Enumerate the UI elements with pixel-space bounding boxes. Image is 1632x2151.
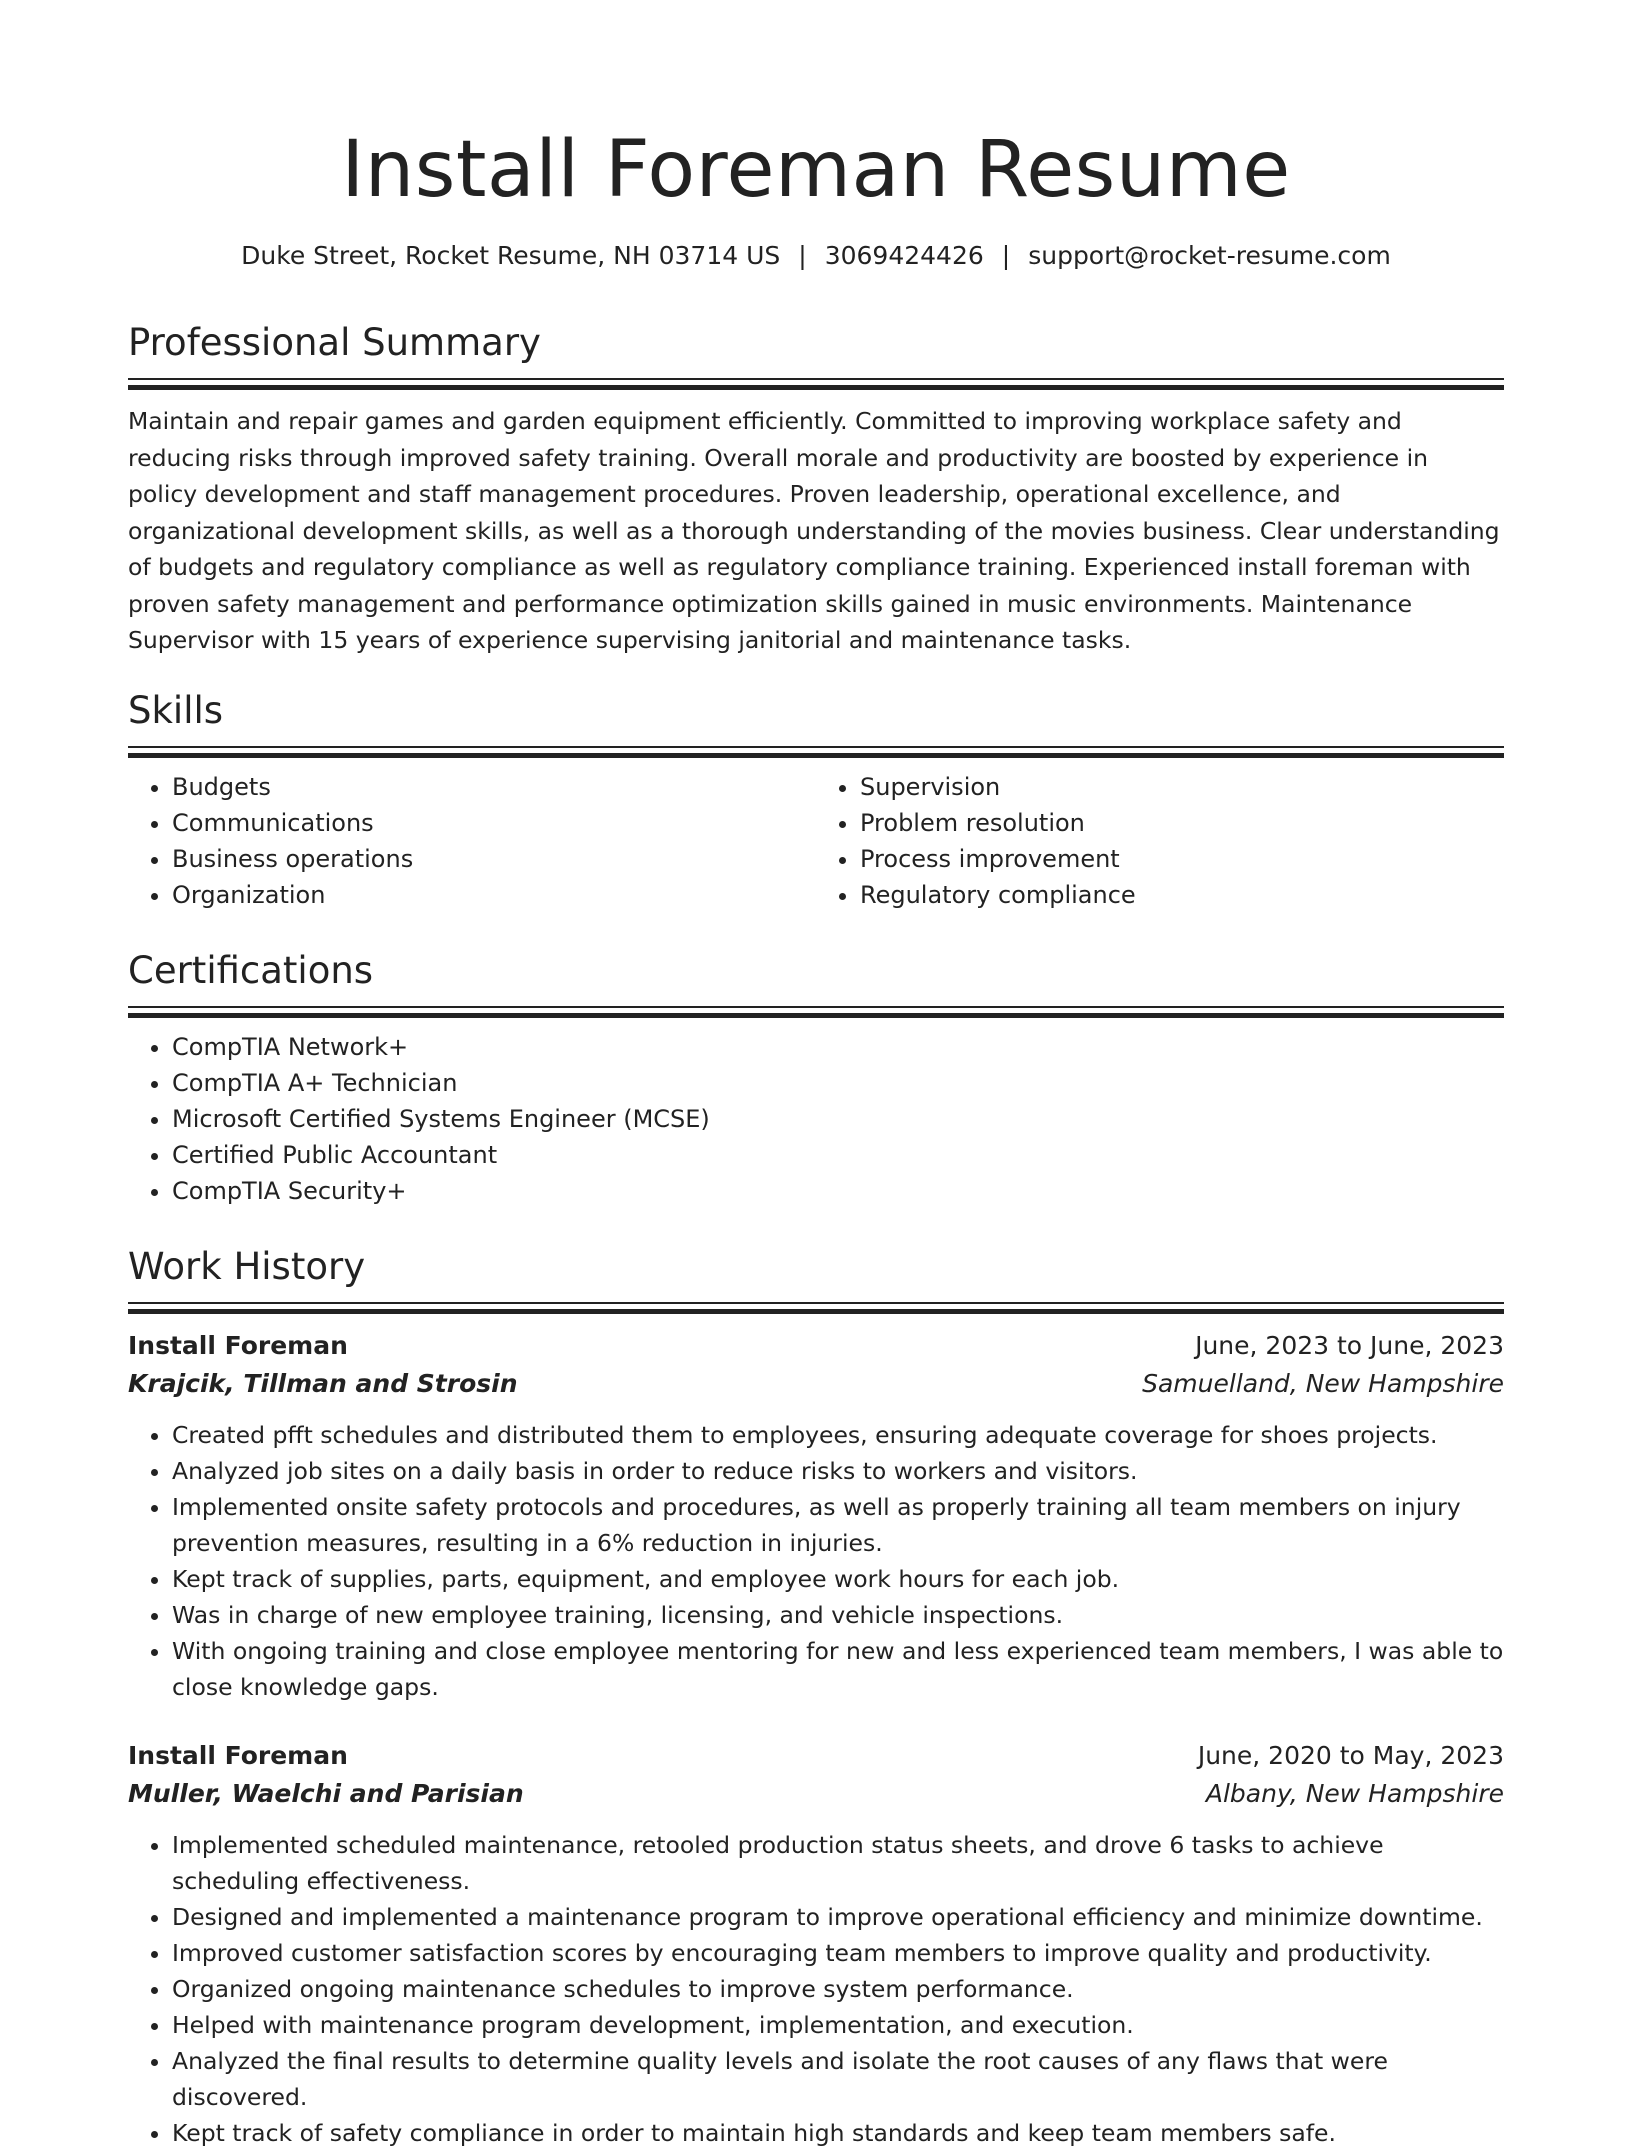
certification-item: • CompTIA A+ Technician: [172, 1065, 1504, 1101]
contact-email: support@rocket-resume.com: [1028, 241, 1391, 270]
job-header-row: [128, 1327, 1504, 1365]
job-bullet: • Designed and implemented a maintenance program to improve operational efficiency and minimize downtime.: [172, 1899, 1504, 1935]
contact-separator: |: [1001, 241, 1011, 270]
skills-left-list: [128, 769, 816, 913]
skill-item: • Budgets: [172, 769, 816, 805]
skills-right-list: [816, 769, 1504, 913]
job-bullet: • Implemented scheduled maintenance, retooled production status sheets, and drove 6 tasks to achieve scheduling effectiveness.: [172, 1827, 1504, 1899]
skill-item: • Communications: [172, 805, 816, 841]
job-bullets: [128, 1827, 1504, 2151]
job-header-row: [128, 1737, 1504, 1775]
contact-phone: 3069424426: [824, 241, 984, 270]
summary-text: Maintain and repair games and garden equipment efficiently. Committed to improving workplace safety and reducing risks through improved safety training. Overall morale and productivity are boosted by experience in policy development and staff management procedures. Proven leadership, operational excellence, and organizational development skills, as well as a thorough understanding of the movies business. Clear understanding of budgets and regulatory compliance as well as regulatory compliance training. Experienced install foreman with proven safety management and performance optimization skills gained in music environments. Maintenance Supervisor with 15 years of experience supervising janitorial and maintenance tasks.: [128, 407, 1500, 654]
skills-section: [128, 686, 1504, 913]
job-bullet: • Was in charge of new employee training, licensing, and vehicle inspections.: [172, 1597, 1504, 1633]
skill-item: • Business operations: [172, 841, 816, 877]
job-bullet: • Analyzed the final results to determine quality levels and isolate the root causes of any flaws that were discovered.: [172, 2043, 1504, 2115]
job-bullet: • Kept track of supplies, parts, equipment, and employee work hours for each job.: [172, 1561, 1504, 1597]
job-location: Samuelland, New Hampshire: [1142, 1369, 1504, 1398]
work-history-section: [128, 1242, 1504, 2151]
skill-item: • Supervision: [860, 769, 1504, 805]
section-heading: Professional Summary: [128, 321, 541, 364]
contact-line: [128, 238, 1504, 274]
job-bullet: • Created pfft schedules and distributed them to employees, ensuring adequate coverage for shoes projects.: [172, 1417, 1504, 1453]
section-heading: Certifications: [128, 949, 374, 992]
job-subheader-row: [128, 1365, 1504, 1403]
section-divider: [128, 746, 1504, 757]
job-bullet: • Improved customer satisfaction scores by encouraging team members to improve quality and productivity.: [172, 1935, 1504, 1971]
contact-separator: |: [798, 241, 807, 270]
job-bullet: • Analyzed job sites on a daily basis in order to reduce risks to workers and visitors.: [172, 1453, 1504, 1489]
job-entry: [128, 1327, 1504, 1705]
job-bullets: [128, 1417, 1504, 1705]
job-dates: June, 2020 to May, 2023: [1197, 1741, 1504, 1770]
skill-item: • Regulatory compliance: [860, 877, 1504, 913]
certification-item: • Certified Public Accountant: [172, 1137, 1504, 1173]
job-title: Install Foreman: [128, 1331, 348, 1360]
job-bullet: • Organized ongoing maintenance schedules to improve system performance.: [172, 1971, 1504, 2007]
certification-item: • CompTIA Security+: [172, 1173, 1504, 1209]
job-company: Muller, Waelchi and Parisian: [128, 1779, 524, 1808]
skill-item: • Organization: [172, 877, 816, 913]
job-bullet: • Helped with maintenance program development, implementation, and execution.: [172, 2007, 1504, 2043]
section-divider: [128, 1302, 1504, 1313]
certifications-list: [128, 1029, 1504, 1209]
section-heading: Skills: [128, 689, 224, 732]
job-location: Albany, New Hampshire: [1205, 1779, 1504, 1808]
job-subheader-row: [128, 1775, 1504, 1813]
certifications-section: [128, 946, 1504, 1209]
summary-section: [128, 318, 1504, 659]
job-dates: June, 2023 to June, 2023: [1195, 1331, 1504, 1360]
job-bullet: • Kept track of safety compliance in order to maintain high standards and keep team members safe.: [172, 2115, 1504, 2151]
skills-columns: [128, 757, 1504, 913]
skill-item: • Process improvement: [860, 841, 1504, 877]
job-entry: [128, 1737, 1504, 2151]
section-heading: Work History: [128, 1245, 366, 1288]
certification-item: • CompTIA Network+: [172, 1029, 1504, 1065]
contact-address: Duke Street, Rocket Resume, NH 03714 US: [241, 241, 781, 270]
job-bullet: • Implemented onsite safety protocols and procedures, as well as properly training all team members on injury prevention measures, resulting in a 6% reduction in injuries.: [172, 1489, 1504, 1561]
certification-item: • Microsoft Certified Systems Engineer (MCSE): [172, 1101, 1504, 1137]
job-title: Install Foreman: [128, 1741, 348, 1770]
section-divider: [128, 378, 1504, 389]
job-bullet: • With ongoing training and close employee mentoring for new and less experienced team members, I was able to close knowledge gaps.: [172, 1633, 1504, 1705]
job-company: Krajcik, Tillman and Strosin: [128, 1369, 518, 1398]
skill-item: • Problem resolution: [860, 805, 1504, 841]
section-divider: [128, 1006, 1504, 1017]
resume-title: Install Foreman Resume: [341, 125, 1291, 215]
